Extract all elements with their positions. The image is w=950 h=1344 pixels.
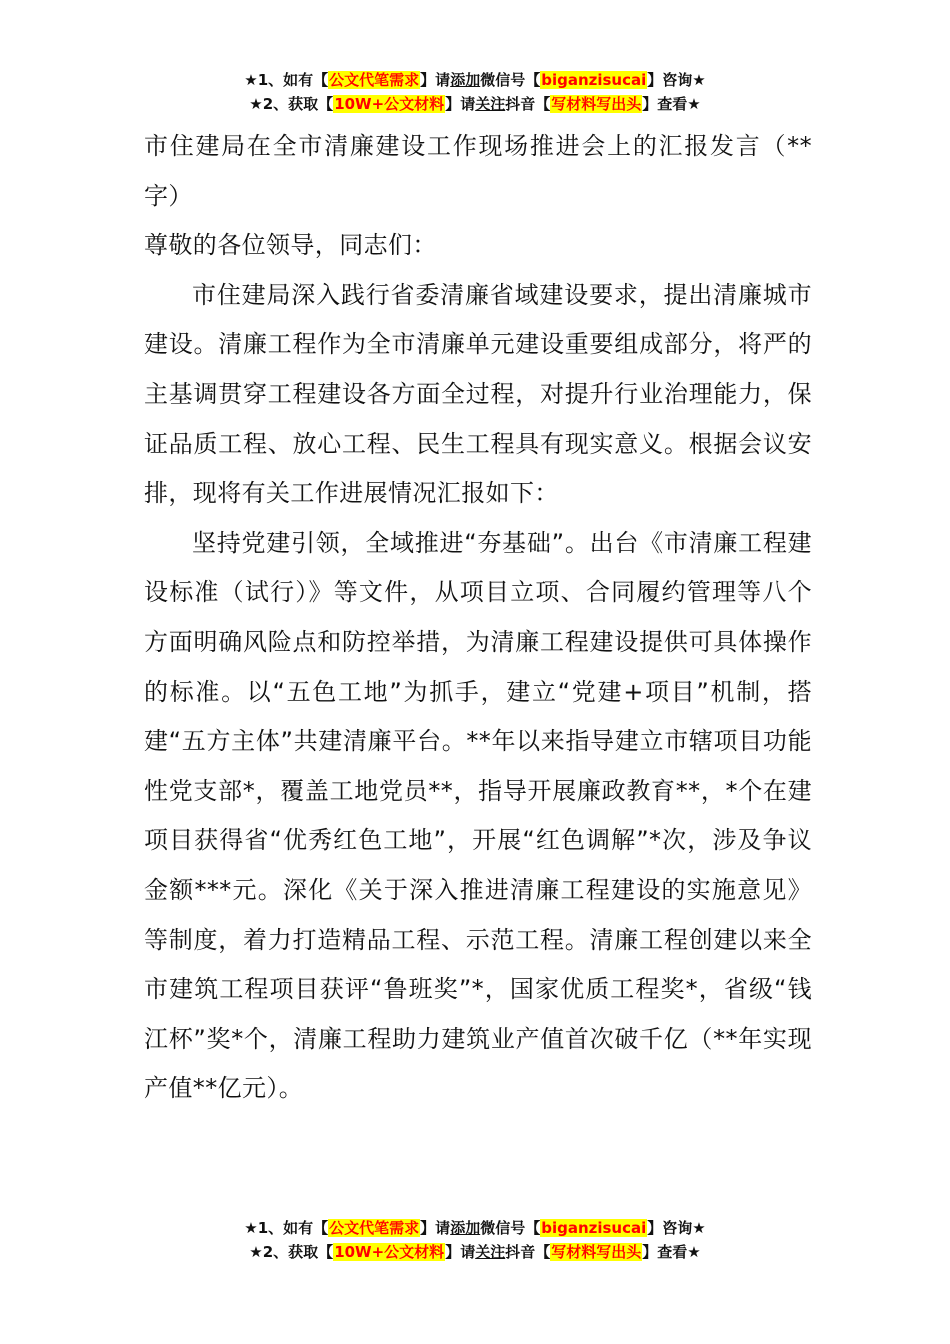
document-body bbox=[144, 122, 812, 1114]
promo-text: 】请 bbox=[420, 1219, 451, 1237]
underlined-text: 关注 bbox=[475, 1243, 506, 1261]
promo-line-1 bbox=[0, 68, 950, 92]
underlined-text: 添加 bbox=[450, 1219, 481, 1237]
promo-banner-top bbox=[0, 68, 950, 116]
paragraph-party-building: 坚持党建引领，全域推进“夯基础”。出台《市清廉工程建设标准（试行）》等文件，从项目立项、合同履约管理等八个方面明确风险点和防控举措，为清廉工程建设提供可具体操作的标准。以“五色工地”为抓手，建立“党建+项目”机制，搭建“五方主体”共建清廉平台。**年以来指导建立市辖项目功能性党支部*，覆盖工地党员**，指导开展廉政教育**，*个在建项目获得省“优秀红色工地”，开展“红色调解”*次，涉及争议金额***元。深化《关于深入推进清廉工程建设的实施意见》等制度，着力打造精品工程、示范工程。清廉工程创建以来全市建筑工程项目获评“鲁班奖”*，国家优质工程奖*，省级“钱江杯”奖*个，清廉工程助力建筑业产值首次破千亿（**年实现产值**亿元）。 bbox=[144, 528, 812, 1103]
promo-text: 微信号【 bbox=[480, 1219, 541, 1237]
highlight-materials: 10W+公文材料 bbox=[334, 1243, 445, 1261]
promo-line-2 bbox=[0, 92, 950, 116]
promo-text: ★1、如有【 bbox=[244, 1219, 329, 1237]
promo-text: 抖音【 bbox=[505, 1243, 551, 1261]
underlined-text: 添加 bbox=[450, 71, 481, 89]
salutation: 尊敬的各位领导，同志们： bbox=[144, 231, 437, 260]
promo-text: 抖音【 bbox=[505, 95, 551, 113]
promo-text: 】查看★ bbox=[642, 1243, 701, 1261]
promo-text: ★2、获取【 bbox=[249, 95, 334, 113]
promo-text: 】请 bbox=[445, 1243, 476, 1261]
promo-banner-bottom bbox=[0, 1216, 950, 1264]
promo-line-2 bbox=[0, 1240, 950, 1264]
highlight-douyin-id: 写材料写出头 bbox=[551, 95, 642, 113]
document-title: 市住建局在全市清廉建设工作现场推进会上的汇报发言（**字） bbox=[144, 132, 812, 210]
promo-text: 】请 bbox=[420, 71, 451, 89]
paragraph-intro: 市住建局深入践行省委清廉省域建设要求，提出清廉城市建设。清廉工程作为全市清廉单元建设重要组成部分，将严的主基调贯穿工程建设各方面全过程，对提升行业治理能力，保证品质工程、放心工程、民生工程具有现实意义。根据会议安排，现将有关工作进展情况汇报如下： bbox=[144, 280, 812, 508]
highlight-materials: 10W+公文材料 bbox=[334, 95, 445, 113]
promo-text: ★2、获取【 bbox=[249, 1243, 334, 1261]
highlight-service: 公文代笔需求 bbox=[329, 1219, 420, 1237]
promo-line-1 bbox=[0, 1216, 950, 1240]
highlight-service: 公文代笔需求 bbox=[329, 71, 420, 89]
promo-text: 】咨询★ bbox=[647, 1219, 706, 1237]
promo-text: 】咨询★ bbox=[647, 71, 706, 89]
promo-text: ★1、如有【 bbox=[244, 71, 329, 89]
promo-text: 】请 bbox=[445, 95, 476, 113]
highlight-wechat-id: biganzisucai bbox=[541, 71, 647, 89]
highlight-wechat-id: biganzisucai bbox=[541, 1219, 647, 1237]
underlined-text: 关注 bbox=[475, 95, 506, 113]
highlight-douyin-id: 写材料写出头 bbox=[551, 1243, 642, 1261]
promo-text: 微信号【 bbox=[480, 71, 541, 89]
promo-text: 】查看★ bbox=[642, 95, 701, 113]
